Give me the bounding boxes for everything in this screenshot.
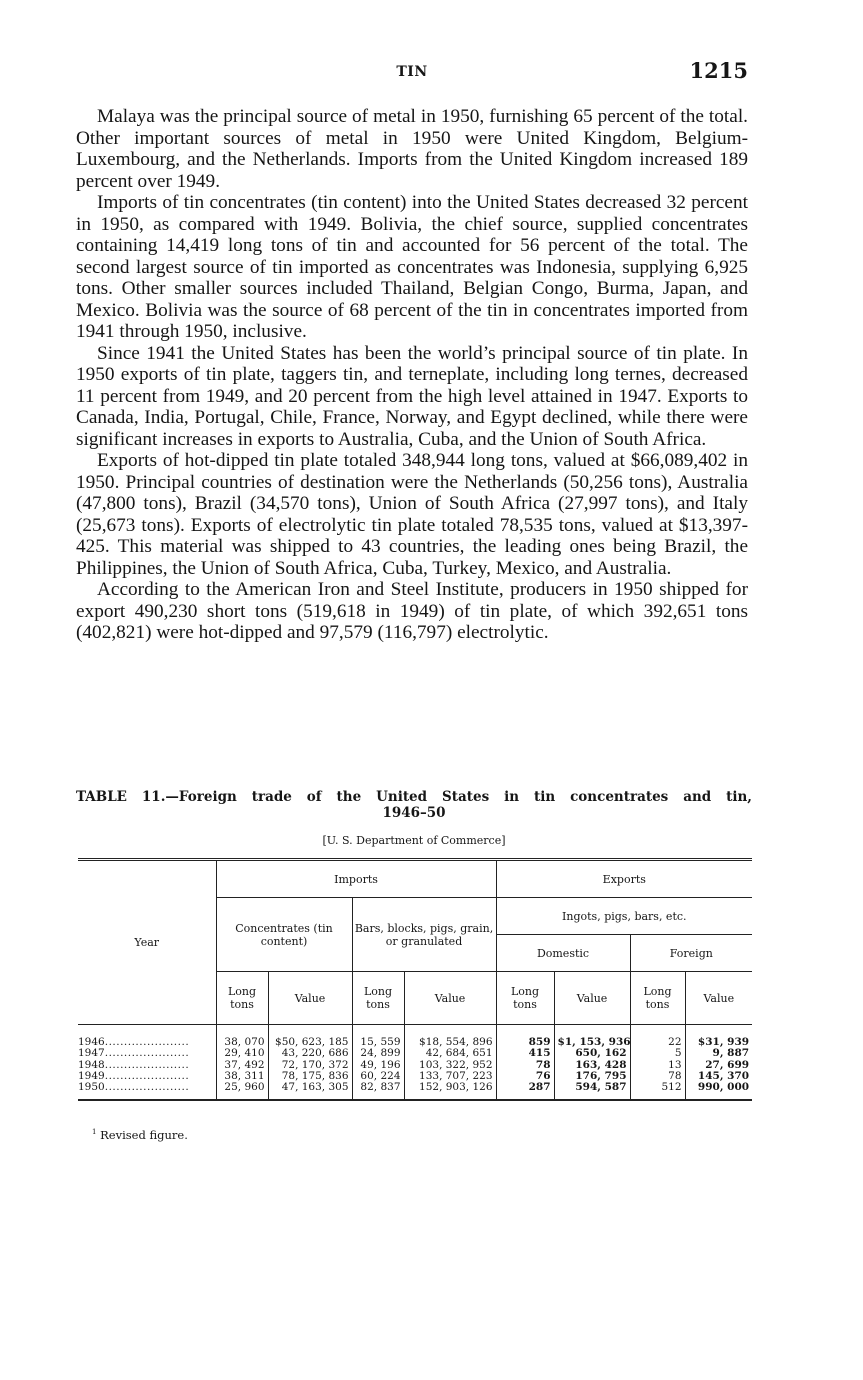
data-table <box>78 858 752 1101</box>
foreign-value-column: $31, 939 9, 887 27, 699 145, 370 990, 000 <box>685 1025 752 1101</box>
col-header-bars: Bars, blocks, pigs, grain, or granulated <box>352 898 496 972</box>
col-header-exports: Exports <box>496 860 752 898</box>
page-number: 1215 <box>689 58 748 83</box>
domestic-tons-column: 859 415 78 76 287 <box>496 1025 554 1101</box>
bars-value-column <box>404 1025 496 1101</box>
col-header-long-tons: Long tons <box>630 972 685 1025</box>
footnote-text: Revised figure. <box>100 1128 188 1142</box>
year-label: 1948 <box>78 1058 105 1071</box>
table-title <box>76 789 752 821</box>
footnote-marker: 1 <box>92 1128 97 1137</box>
domestic-value-column: $1, 153, 936 650, 162 163, 428 176, 795 594, 587 <box>554 1025 630 1101</box>
table-body-row <box>78 1025 752 1101</box>
year-label: 1947 <box>78 1047 105 1060</box>
page-header <box>76 58 748 88</box>
year-column <box>78 1025 216 1101</box>
table-title-line: TABLE 11.—Foreign trade of the United States in tin concentrates and tin, <box>76 789 752 805</box>
paragraph: Exports of hot-dipped tin plate totaled 348,944 long tons, valued at $66,089,402 in 1950. Principal countries of destination were the Netherlands (50,256 tons), Australia (47,800 tons), Brazil (34,570 tons), Union of South Africa (27,997 tons), and Italy (25,673 tons). Exports of electrolytic tin plate totaled 78,535 tons, valued at $13,397-425. This material was shipped to 43 countries, the leading ones being Brazil, the Philippines, the Union of South Africa, Cuba, Turkey, Mexico, and Australia. <box>76 450 748 579</box>
col-header-ingots: Ingots, pigs, bars, etc. <box>496 898 752 935</box>
dot-leader: ...................... <box>104 1036 190 1048</box>
paragraph: Malaya was the principal source of metal in 1950, furnishing 65 percent of the total. Other important sources of metal in 1950 were United Kingdom, Belgium-Luxembourg, and the Netherlands. Imports from the United Kingdom increased 189 percent over 1949. <box>76 106 748 192</box>
table-footnote <box>92 1128 188 1142</box>
dot-leader: ...................... <box>104 1081 190 1094</box>
paragraph: According to the American Iron and Steel Institute, producers in 1950 shipped for export 490,230 short tons (519,618 in 1949) of tin plate, of which 392,651 tons (402,821) were hot-dipped and 97,579 (116,797) electrolytic. <box>76 579 748 643</box>
body-text <box>76 106 748 644</box>
col-header-year: Year <box>78 860 216 1025</box>
dot-leader: ...................... <box>104 1058 190 1071</box>
table-title-years: 1946–50 <box>382 805 446 821</box>
table-source: [U. S. Department of Commerce] <box>322 834 506 847</box>
conc-tons-column: 38, 070 29, 410 37, 492 38, 311 25, 960 <box>216 1025 268 1101</box>
conc-value-column: $50, 623, 185 43, 220, 686 72, 170, 372 78, 175, 836 47, 163, 305 <box>268 1025 352 1101</box>
year-values <box>78 1036 189 1093</box>
paragraph: Since 1941 the United States has been the world’s principal source of tin plate. In 1950 exports of tin plate, taggers tin, and terneplate, including long ternes, decreased 11 percent from 1949, and 20 percent from the high level attained in 1947. Exports to Canada, India, Portugal, Chile, France, Norway, and Egypt declined, while there were significant increases in exports to Australia, Cuba, and the Union of South Africa. <box>76 342 748 450</box>
foreign-tons-column: 22 5 13 78 512 <box>630 1025 685 1101</box>
col-header-long-tons: Long tons <box>216 972 268 1025</box>
col-header-foreign: Foreign <box>630 935 752 972</box>
paragraph: Imports of tin concentrates (tin content) into the United States decreased 32 percent in 1950, as compared with 1949. Bolivia, the chief source, supplied concentrates containing 14,419 long tons of tin and accounted for 56 percent of the total. The second largest source of tin imported as concentrates was Indonesia, supplying 6,925 tons. Other smaller sources included Thailand, Belgian Congo, Burma, Japan, and Mexico. Bolivia was the source of 68 percent of the tin in concentrates imported from 1941 through 1950, inclusive. <box>76 192 748 342</box>
dot-leader: ...................... <box>104 1047 190 1060</box>
bars-value-values: $18, 554, 896 42, 684, 651 103, 322, 952 133, 707, 223 152, 903, 126 <box>419 1036 493 1094</box>
col-header-concentrates: Concentrates (tin content) <box>216 898 352 972</box>
bars-tons-column: 15, 559 24, 899 49, 196 60, 224 82, 837 <box>352 1025 404 1101</box>
col-header-value: Value <box>268 972 352 1025</box>
col-header-imports: Imports <box>216 860 496 898</box>
col-header-long-tons: Long tons <box>352 972 404 1025</box>
col-header-value: Value <box>404 972 496 1025</box>
dot-leader: ...................... <box>104 1069 190 1082</box>
col-header-value: Value <box>554 972 630 1025</box>
year-label: 1946 <box>78 1036 105 1048</box>
running-head: TIN <box>396 64 428 80</box>
col-header-long-tons: Long tons <box>496 972 554 1025</box>
col-header-value: Value <box>685 972 752 1025</box>
year-label: 1950 <box>78 1081 105 1094</box>
trade-table <box>78 858 752 1101</box>
year-label: 1949 <box>78 1069 105 1082</box>
col-header-domestic: Domestic <box>496 935 630 972</box>
